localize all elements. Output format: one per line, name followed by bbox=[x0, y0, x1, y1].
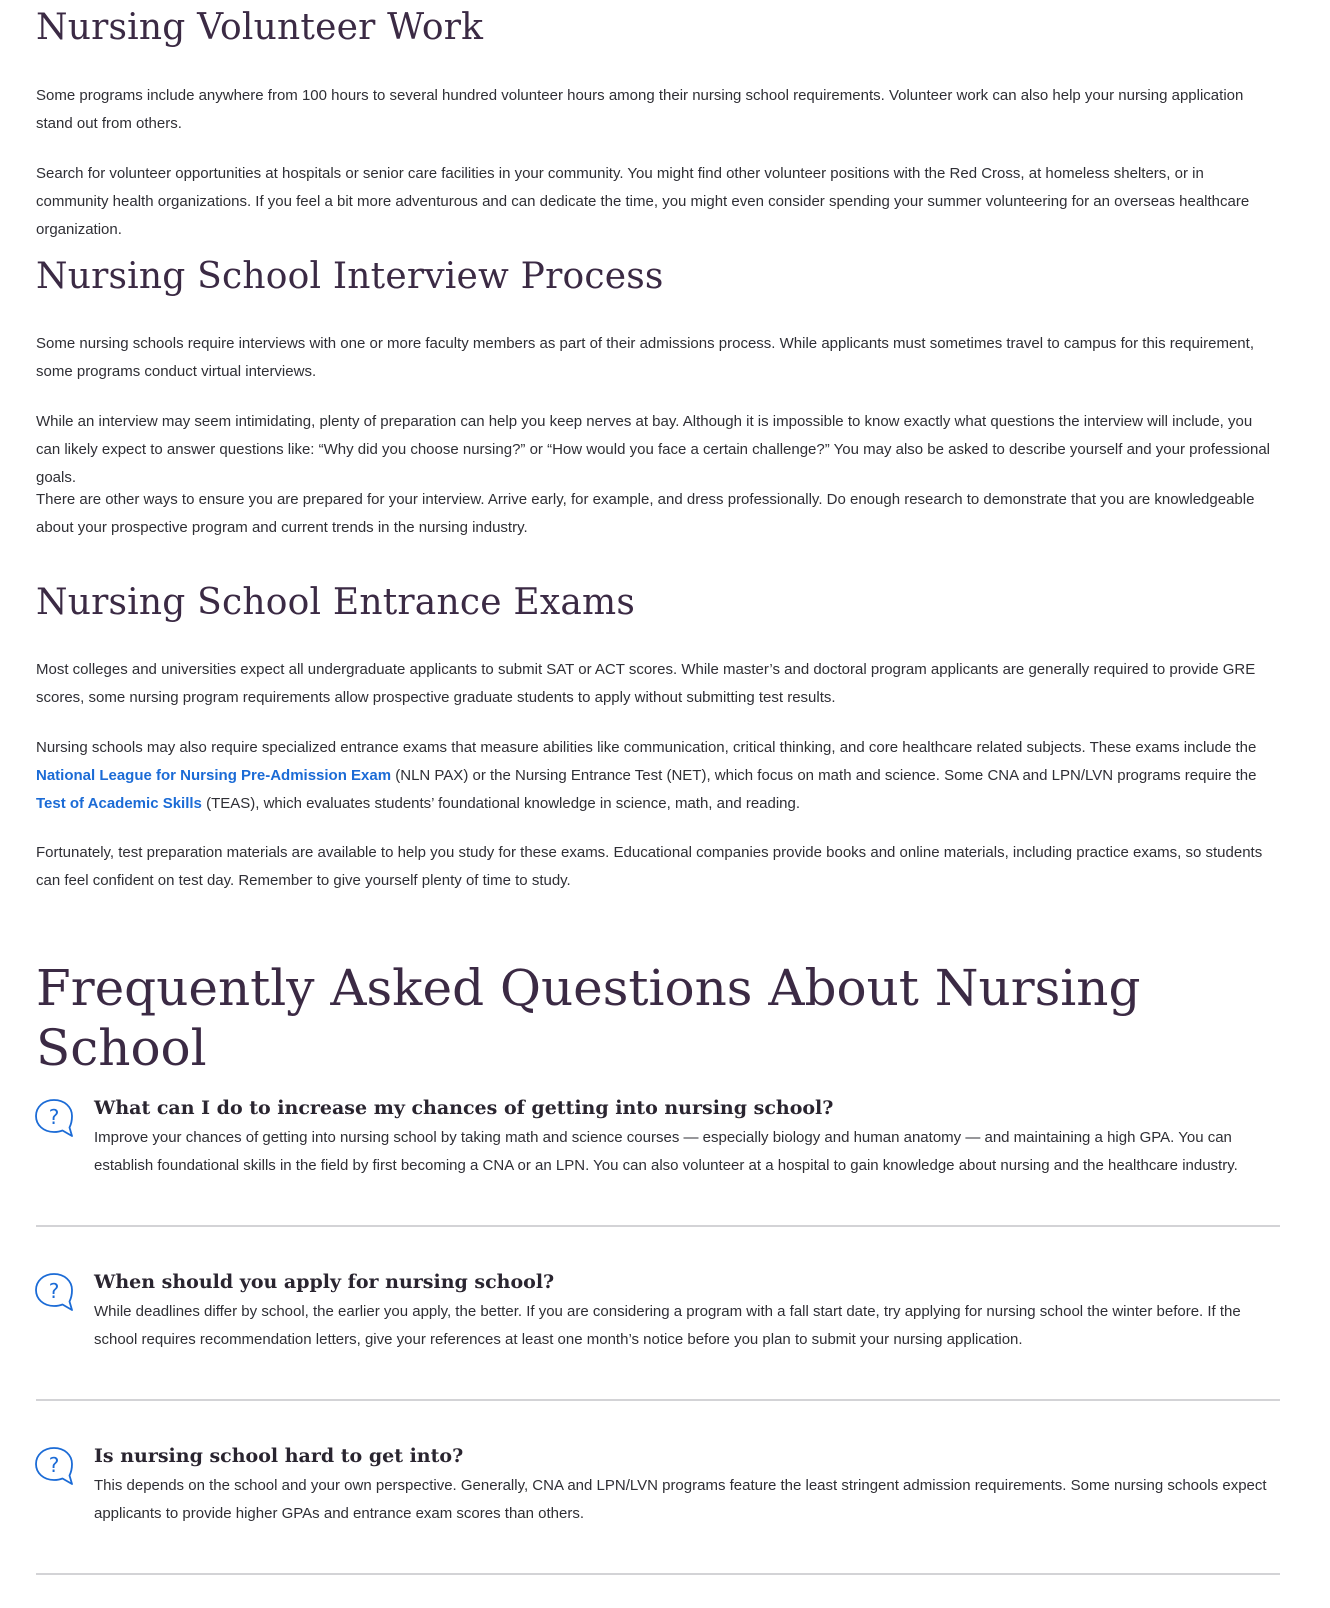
paragraph: Some programs include anywhere from 100 hours to several hundred volunteer hours among their nursing school requirements. Volunteer work can also help your nursing application stand out from others. bbox=[36, 87, 1244, 132]
svg-text:?: ? bbox=[48, 1105, 60, 1129]
faq-divider bbox=[36, 1225, 1280, 1227]
link-teas[interactable]: Test of Academic Skills bbox=[36, 795, 202, 812]
question-bubble-icon bbox=[32, 1096, 76, 1140]
section-heading-entrance-exams: Nursing School Entrance Exams bbox=[36, 582, 636, 623]
paragraph-text: Nursing schools may also require specialized entrance exams that measure abilities like communication, critical thinking, and core healthcare related subjects. These exams include the bbox=[36, 739, 1257, 756]
paragraph: While an interview may seem intimidating, plenty of preparation can help you keep nerves at bay. Although it is impossible to know exactly what questions the interview will include, you can likely expect to answer questions like: “Why did you choose nursing?” or “How would you face a certain challenge?” You may also be asked to describe yourself and your professional goals. bbox=[36, 413, 1271, 486]
paragraph: Some nursing schools require interviews with one or more faculty members as part of their admissions process. While applicants must sometimes travel to campus for this requirement, some programs conduct virtual interviews. bbox=[36, 335, 1254, 380]
faq-answer: Improve your chances of getting into nursing school by taking math and science courses — especially biology and human anatomy — and maintaining a high GPA. You can establish foundational skills in the field by first becoming a CNA or an LPN. You can also volunteer at a hospital to gain knowledge about nursing and the healthcare industry. bbox=[94, 1129, 1238, 1174]
faq-divider bbox=[36, 1399, 1280, 1401]
faq-question: Is nursing school hard to get into? bbox=[94, 1445, 464, 1467]
svg-text:?: ? bbox=[48, 1279, 60, 1303]
section-heading-interview-process: Nursing School Interview Process bbox=[36, 256, 664, 297]
faq-question: What can I do to increase my chances of getting into nursing school? bbox=[94, 1097, 834, 1119]
paragraph-text: (TEAS), which evaluates students’ foundational knowledge in science, math, and reading. bbox=[201, 795, 801, 812]
svg-text:?: ? bbox=[48, 1453, 60, 1477]
paragraph: Fortunately, test preparation materials are available to help you study for these exams. Educational companies provide books and online materials, including practice exams, so students can feel confident on test day. Remember to give yourself plenty of time to study. bbox=[36, 844, 1263, 889]
paragraph: Search for volunteer opportunities at hospitals or senior care facilities in your community. You might find other volunteer positions with the Red Cross, at homeless shelters, or in community health organizations. If you feel a bit more adventurous and can dedicate the time, you might even consider spending your summer volunteering for an overseas healthcare organization. bbox=[36, 165, 1250, 238]
paragraph-text: (NLN PAX) or the Nursing Entrance Test (NET), which focus on math and science. Some CNA and LPN/LVN programs require the bbox=[391, 767, 1257, 784]
question-bubble-icon bbox=[32, 1270, 76, 1314]
faq-item bbox=[36, 1096, 1280, 1176]
paragraph-entrance-exams bbox=[36, 734, 1280, 818]
paragraph: Most colleges and universities expect all undergraduate applicants to submit SAT or ACT scores. While master’s and doctoral program applicants are generally required to provide GRE scores, some nursing program requirements allow prospective graduate students to apply without submitting test results. bbox=[36, 661, 1256, 706]
faq-answer: While deadlines differ by school, the earlier you apply, the better. If you are considering a program with a fall start date, try applying for nursing school the winter before. If the school requires recommendation letters, give your references at least one month’s notice before you plan to submit your nursing application. bbox=[94, 1303, 1241, 1348]
faq-question: When should you apply for nursing school? bbox=[94, 1271, 555, 1293]
faq-item bbox=[36, 1444, 1280, 1524]
section-heading-volunteer-work: Nursing Volunteer Work bbox=[36, 7, 484, 48]
question-bubble-icon bbox=[32, 1444, 76, 1488]
faq-title: Frequently Asked Questions About Nursing School bbox=[36, 959, 1141, 1077]
faq-answer: This depends on the school and your own perspective. Generally, CNA and LPN/LVN programs feature the least stringent admission requirements. Some nursing schools expect applicants to provide higher GPAs and entrance exam scores than others. bbox=[94, 1477, 1267, 1522]
paragraph: There are other ways to ensure you are prepared for your interview. Arrive early, for example, and dress professionally. Do enough research to demonstrate that you are knowledgeable about your prospective program and current trends in the nursing industry. bbox=[36, 491, 1255, 536]
faq-divider bbox=[36, 1573, 1280, 1575]
link-nln-pax[interactable]: National League for Nursing Pre-Admission Exam bbox=[36, 767, 392, 784]
faq-item bbox=[36, 1270, 1280, 1350]
